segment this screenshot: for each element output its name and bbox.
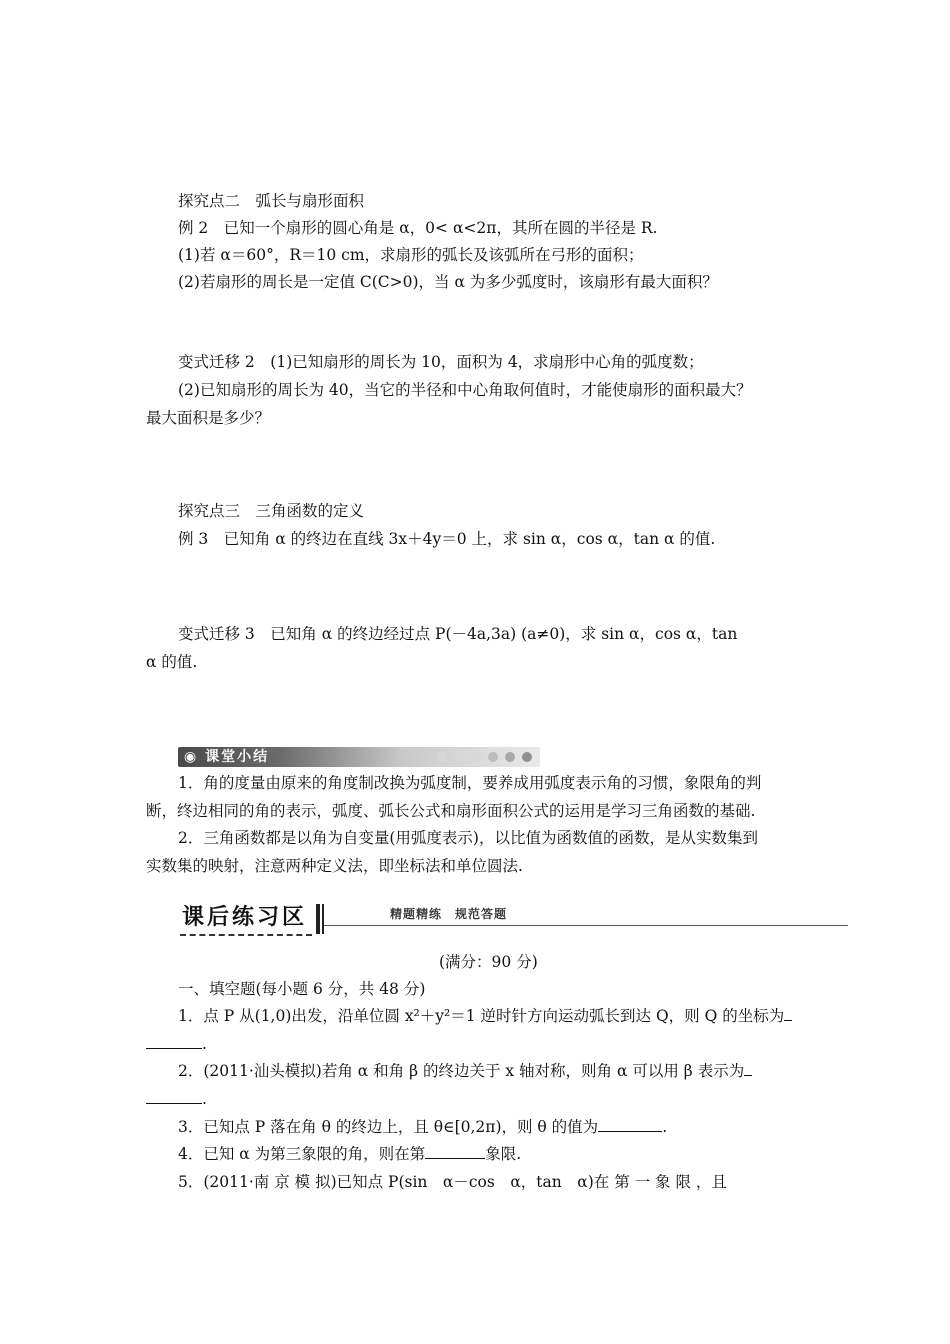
question-2-end: . xyxy=(202,1090,207,1108)
answer-blank[interactable] xyxy=(744,1061,752,1076)
banner-dot xyxy=(522,752,532,762)
banner-dot xyxy=(505,752,515,762)
question-2-line2 xyxy=(146,1088,207,1110)
answer-blank[interactable] xyxy=(146,1089,202,1104)
section2-heading: 探究点二 弧长与扇形面积 xyxy=(178,192,365,210)
banner-dot xyxy=(488,752,498,762)
practice-part1: 一、填空题(每小题 6 分，共 48 分) xyxy=(178,980,426,998)
practice-title-underline xyxy=(180,934,312,936)
question-2-text: 2．(2011·汕头模拟)若角 α 和角 β 的终边关于 x 轴对称，则角 α 可以用 β 表示为 xyxy=(178,1062,745,1080)
practice-divider xyxy=(316,904,320,934)
question-1-end: . xyxy=(202,1035,207,1053)
summary-banner-label: ◉ 课堂小结 xyxy=(184,749,270,765)
summary-p1-line2: 断，终边相同的角的表示，弧度、弧长公式和扇形面积公式的运用是学习三角函数的基础. xyxy=(146,802,756,820)
answer-blank[interactable] xyxy=(784,1006,792,1021)
summary-p1-line1: 1．角的度量由原来的角度制改换为弧度制，要养成用弧度表示角的习惯，象限角的判 xyxy=(178,774,762,792)
question-3-end: . xyxy=(662,1118,668,1136)
banner-dots xyxy=(437,752,532,762)
variant2-line1: 变式迁移 2 (1)已知扇形的周长为 10，面积为 4，求扇形中心角的弧度数； xyxy=(178,353,704,371)
summary-banner xyxy=(178,747,540,767)
variant2-line2: (2)已知扇形的周长为 40，当它的半径和中心角取何值时，才能使扇形的面积最大？ xyxy=(178,381,752,399)
practice-title: 课后练习区 xyxy=(182,905,308,930)
question-3-text: 3．已知点 P 落在角 θ 的终边上，且 θ∈[0,2π)，则 θ 的值为 xyxy=(178,1118,599,1136)
question-4-text: 4．已知 α 为第三象限的角，则在第 xyxy=(178,1145,426,1163)
question-4-end: 象限. xyxy=(485,1145,522,1163)
question-1-text: 1．点 P 从(1,0)出发，沿单位圆 x²＋y²＝1 逆时针方向运动弧长到达 Q，则 Q 的坐标为 xyxy=(178,1007,785,1025)
practice-subtitle: 精题精练 规范答题 xyxy=(390,907,508,921)
example2-statement: 例 2 已知一个扇形的圆心角是 α，0< α<2π，其所在圆的半径是 R. xyxy=(178,219,658,237)
practice-divider-thin xyxy=(322,904,324,934)
practice-score: (满分：90 分) xyxy=(439,953,538,971)
question-5: 5．(2011·南 京 模 拟)已知点 P(sin α－cos α，tan α)在 第 一 象 限 ，且 xyxy=(178,1173,727,1191)
section3-heading: 探究点三 三角函数的定义 xyxy=(178,502,365,520)
banner-dot xyxy=(454,752,464,762)
answer-blank[interactable] xyxy=(146,1034,202,1049)
example2-part1: (1)若 α＝60°，R＝10 cm，求扇形的弧长及该弧所在弓形的面积； xyxy=(178,246,644,264)
question-1-line2 xyxy=(146,1033,207,1055)
example3-statement: 例 3 已知角 α 的终边在直线 3x＋4y＝0 上，求 sin α，cos α，tan α 的值. xyxy=(178,530,716,548)
question-3 xyxy=(178,1116,667,1138)
example2-part2: (2)若扇形的周长是一定值 C(C>0)，当 α 为多少弧度时，该扇形有最大面积？ xyxy=(178,273,718,291)
practice-rule xyxy=(324,925,848,926)
summary-p2-line1: 2．三角函数都是以角为自变量(用弧度表示)，以比值为函数值的函数，是从实数集到 xyxy=(178,829,758,847)
variant3-line2: α 的值. xyxy=(146,653,198,671)
variant3-line1: 变式迁移 3 已知角 α 的终边经过点 P(－4a,3a) (a≠0)，求 sin α，cos α，tan xyxy=(178,625,738,643)
question-4 xyxy=(178,1143,521,1165)
question-1-line1 xyxy=(178,1005,792,1027)
variant2-line3: 最大面积是多少？ xyxy=(146,409,271,427)
answer-blank[interactable] xyxy=(598,1117,662,1132)
summary-p2-line2: 实数集的映射，注意两种定义法，即坐标法和单位圆法. xyxy=(146,857,523,875)
banner-dot xyxy=(471,752,481,762)
practice-header xyxy=(178,903,848,937)
banner-dot xyxy=(437,752,447,762)
question-2-line1 xyxy=(178,1060,752,1082)
answer-blank[interactable] xyxy=(425,1144,485,1159)
